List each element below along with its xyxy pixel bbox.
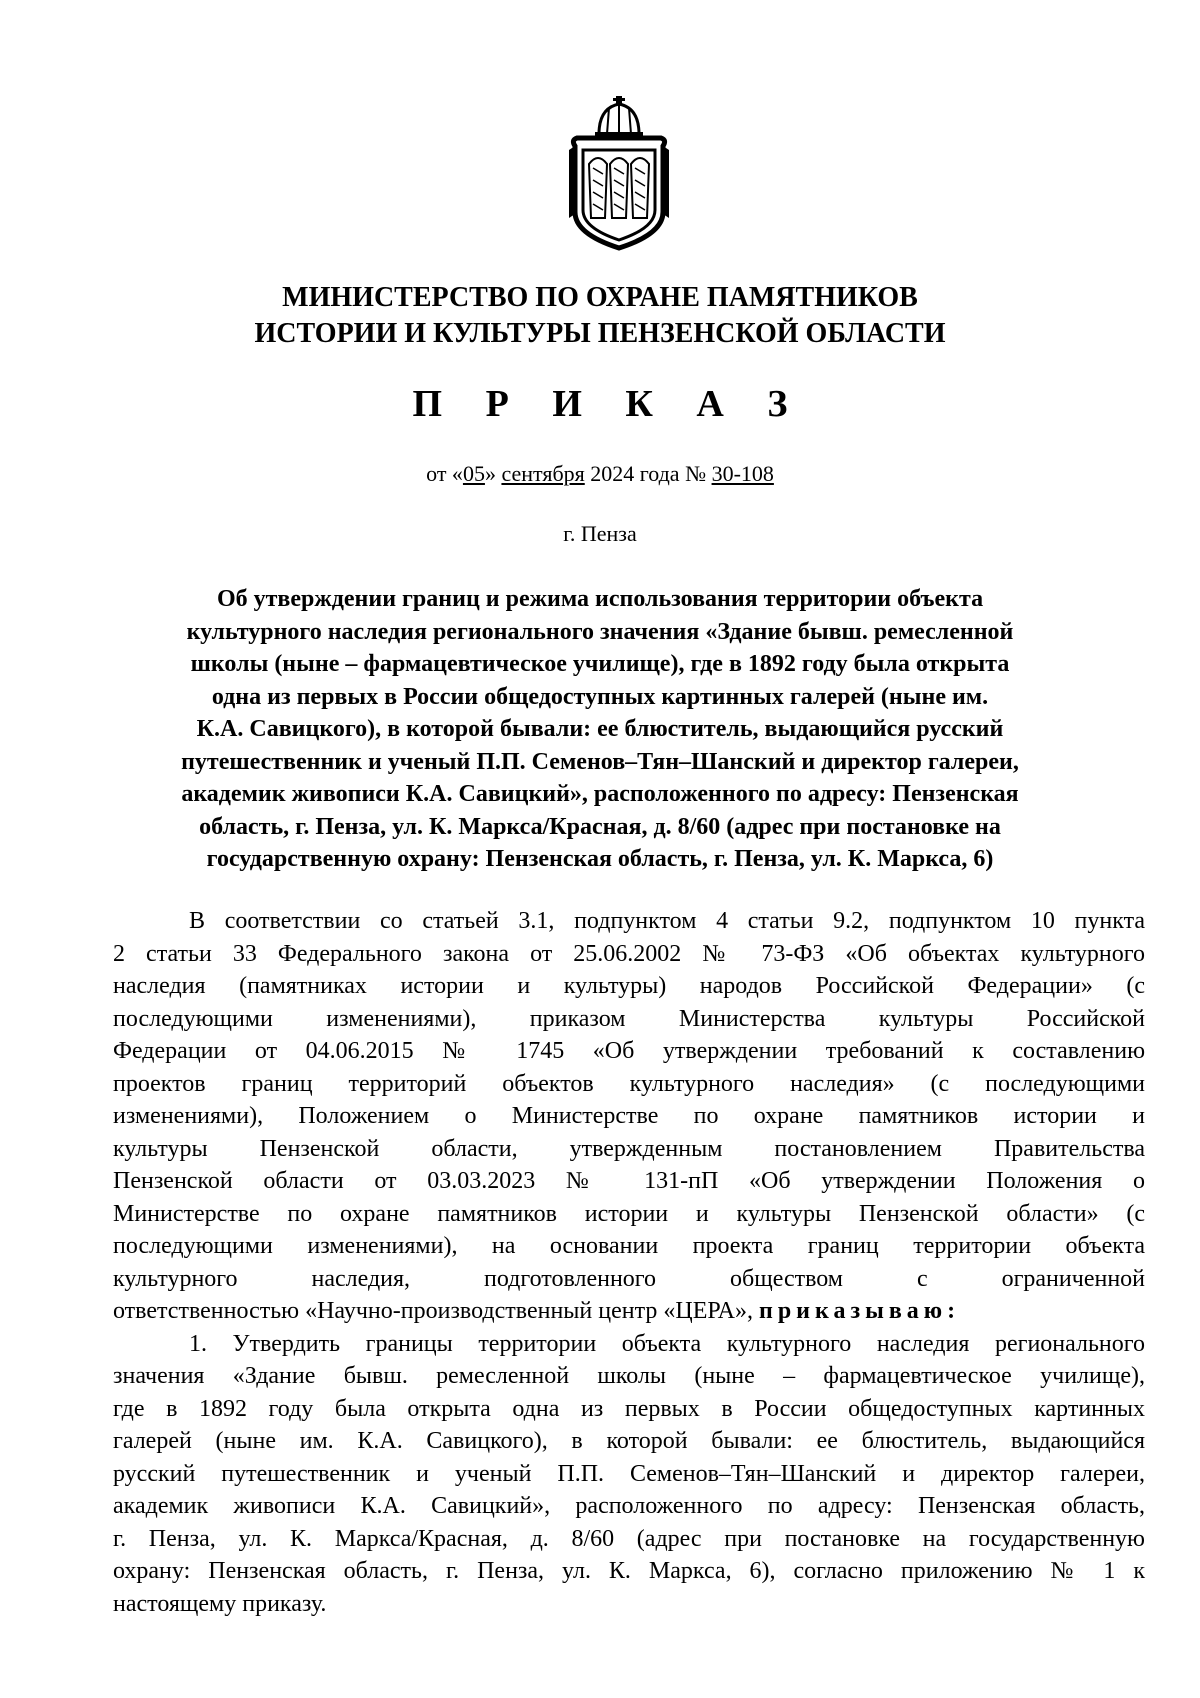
body-line: проектов границ территорий объектов культурного наследия» (с последующими <box>113 1070 1145 1097</box>
title-line: культурного наследия регионального значения «Здание бывш. ремесленной <box>186 618 1014 645</box>
document-body <box>113 905 1145 1620</box>
preamble-paragraph <box>113 905 1145 1328</box>
date-day: 05 <box>462 461 485 486</box>
body-line: наследия (памятниках истории и культуры) народов Российской Федерации» (с <box>113 973 1145 999</box>
body-line: последующими изменениями), на основании проекта границ территории объекта <box>113 1233 1145 1259</box>
title-line: область, г. Пенза, ул. К. Маркса/Красная, д. 8/60 (адрес при постановке на <box>199 813 1001 840</box>
body-line-final <box>113 1295 1145 1328</box>
body-line: В соответствии со статьей 3.1, подпунктом 4 статьи 9.2, подпунктом 10 пункта <box>189 908 1145 934</box>
title-line: одна из первых в России общедоступных картинных галерей (ныне им. <box>211 683 989 710</box>
body-line: культурного наследия, подготовленного обществом с ограниченной <box>113 1265 1145 1292</box>
title-line: путешественник и ученый П.П. Семенов–Тян–Шанский и директор галереи, <box>181 748 1019 775</box>
ministry-name <box>150 280 1050 352</box>
body-line: русский путешественник и ученый П.П. Семенов–Тян–Шанский и директор галереи, <box>113 1460 1145 1487</box>
body-line: 2 статьи 33 Федерального закона от 25.06.2002 № 73-ФЗ «Об объектах культурного <box>113 940 1145 967</box>
item-1-paragraph <box>113 1328 1145 1621</box>
city-line: г. Пенза <box>563 521 637 546</box>
body-line: 1. Утвердить границы территории объекта культурного наследия регионального <box>189 1330 1145 1357</box>
title-line: Об утверждении границ и режима использования территории объекта <box>216 586 984 612</box>
ministry-line-1: МИНИСТЕРСТВО ПО ОХРАНЕ ПАМЯТНИКОВ <box>282 282 918 313</box>
body-line: охрану: Пензенская область, г. Пенза, ул. К. Маркса, 6), согласно приложению № 1 к <box>113 1558 1145 1584</box>
coat-of-arms-emblem <box>565 94 673 254</box>
body-line: Пензенской области от 03.03.2023 № 131-пП «Об утверждении Положения о <box>113 1168 1145 1194</box>
ministry-line-2: ИСТОРИИ И КУЛЬТУРЫ ПЕНЗЕНСКОЙ ОБЛАСТИ <box>254 318 946 349</box>
body-line: г. Пенза, ул. К. Маркса/Красная, д. 8/60 (адрес при постановке на государственную <box>113 1525 1145 1552</box>
body-line: настоящему приказу. <box>113 1590 327 1617</box>
document-number: 30-108 <box>711 461 774 486</box>
body-line: значения «Здание бывш. ремесленной школы (ныне – фармацевтическое училище), <box>113 1363 1145 1389</box>
date-prefix: от « <box>426 461 463 486</box>
body-line: Министерстве по охране памятников истории и культуры Пензенской области» (с <box>113 1200 1145 1227</box>
document-type-heading: П Р И К А З <box>412 383 805 425</box>
title-line: академик живописи К.А. Савицкий», расположенного по адресу: Пензенская <box>181 781 1019 807</box>
title-line: государственную охрану: Пензенская область, г. Пенза, ул. К. Маркса, 6) <box>206 846 994 872</box>
title-line: К.А. Савицкого), в которой бывали: ее блюститель, выдающийся русский <box>196 716 1004 742</box>
body-line: академик живописи К.А. Савицкий», расположенного по адресу: Пензенская область, <box>113 1493 1145 1519</box>
preamble-final-text: ответственностью «Научно-производственный центр «ЦЕРА», <box>113 1298 753 1324</box>
document-title <box>130 583 1070 876</box>
date-and-number-line <box>150 460 1050 488</box>
body-line: последующими изменениями), приказом Министерства культуры Российской <box>113 1005 1145 1032</box>
date-year-text: 2024 года № <box>584 461 712 486</box>
body-line: Федерации от 04.06.2015 № 1745 «Об утверждении требований к составлению <box>113 1038 1145 1064</box>
body-line: где в 1892 году была открыта одна из первых в России общедоступных картинных <box>113 1395 1145 1422</box>
coat-of-arms-icon <box>565 94 673 254</box>
decree-word: приказываю: <box>758 1298 961 1324</box>
body-line: изменениями), Положением о Министерстве по охране памятников истории и <box>113 1103 1145 1129</box>
body-line: галерей (ныне им. К.А. Савицкого), в которой бывали: ее блюститель, выдающийся <box>113 1428 1145 1454</box>
body-line: культуры Пензенской области, утвержденным постановлением Правительства <box>113 1135 1145 1162</box>
date-month: сентября <box>501 461 585 486</box>
date-mid: » <box>484 461 502 486</box>
title-line: школы (ныне – фармацевтическое училище), где в 1892 году была открыта <box>190 651 1010 677</box>
